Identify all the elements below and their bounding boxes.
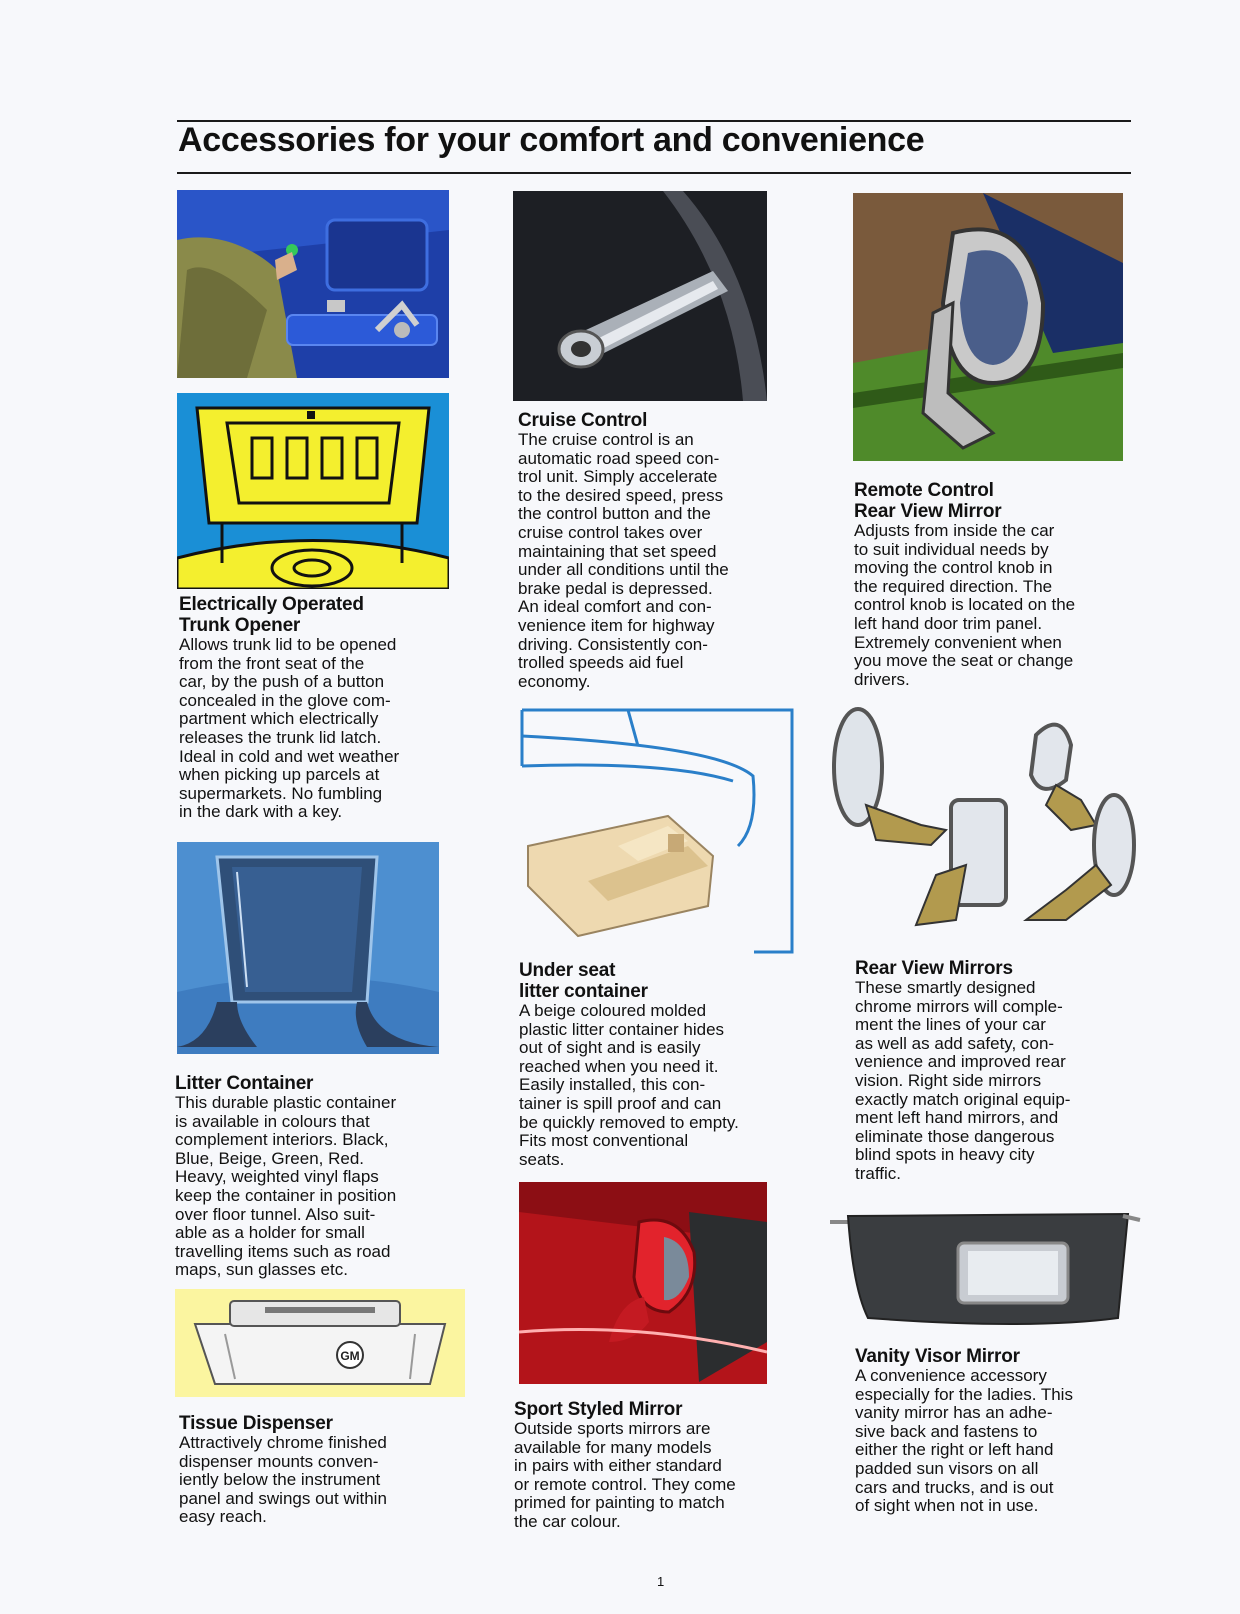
tissue-dispenser-block: [179, 1413, 459, 1527]
rear-view-mirrors-description: These smartly designed chrome mirrors will comple- ment the lines of your car as well as add safety, con- venience and improved rear vision. Right side mirrors exactly match original equip- ment left hand mirrors, and eliminate those dangerous blind spots in heavy city traffic.: [855, 978, 1071, 1183]
trunk-opener-block: [179, 594, 459, 822]
cruise-control-title: Cruise Control: [518, 410, 648, 431]
title-underline-rule: [177, 172, 1131, 174]
litter-container-description: This durable plastic container is available in colours that complement interiors. Black, Blue, Beige, Green, Red. Heavy, weighted vinyl flaps keep the container in position over floor tunnel. Also suit- able as a holder for small travelling items such as road maps, sun glasses etc.: [175, 1093, 397, 1280]
page-title: Accessories for your comfort and convenience: [178, 121, 925, 159]
tissue-dispenser-description: Attractively chrome finished dispenser mounts conven- iently below the instrument panel and swings out within easy reach.: [179, 1433, 387, 1527]
page-number: 1: [657, 1574, 665, 1589]
under-seat-container-illustration: [518, 706, 796, 956]
tissue-dispenser-title: Tissue Dispenser: [179, 1413, 333, 1434]
rear-view-mirrors-block: [855, 958, 1135, 1184]
remote-mirror-block: [854, 480, 1134, 689]
sport-mirror-photo: [519, 1182, 767, 1384]
rear-view-mirrors-title: Rear View Mirrors: [855, 958, 1013, 979]
litter-container-photo: [177, 842, 439, 1054]
under-seat-title: Under seat litter container: [519, 960, 648, 1002]
cruise-control-block: [518, 410, 798, 691]
remote-mirror-description: Adjusts from inside the car to suit individual needs by moving the control knob in the required direction. The control knob is located on the left hand door trim panel. Extremely convenient when you move the seat or change drivers.: [854, 521, 1076, 689]
under-seat-block: [519, 960, 799, 1169]
rear-view-mirrors-illustration: [826, 705, 1142, 943]
trunk-illustration: [177, 393, 449, 589]
vanity-mirror-block: [855, 1346, 1135, 1516]
sport-mirror-description: Outside sports mirrors are available for many models in pairs with either standard or remote control. They come primed for painting to match the car colour.: [514, 1419, 736, 1531]
tissue-dispenser-illustration: [175, 1289, 465, 1397]
vanity-mirror-description: A convenience accessory especially for the ladies. This vanity mirror has an adhe- sive back and fastens to either the right or left hand padded sun visors on all cars and trucks, and is out of sight when not in use.: [855, 1366, 1073, 1516]
remote-mirror-photo: [853, 193, 1123, 461]
vanity-visor-mirror-photo: [828, 1208, 1142, 1332]
sport-mirror-title: Sport Styled Mirror: [514, 1399, 683, 1420]
trunk-opener-title: Electrically Operated Trunk Opener: [179, 594, 364, 636]
sport-mirror-block: [514, 1399, 794, 1532]
gm-emblem: GM: [340, 1349, 360, 1363]
litter-container-block: [175, 1073, 455, 1280]
remote-mirror-title: Remote Control Rear View Mirror: [854, 480, 1002, 522]
litter-container-title: Litter Container: [175, 1073, 314, 1094]
cruise-control-description: The cruise control is an automatic road speed con- trol unit. Simply accelerate to the desired speed, press the control button and the cruise control takes over maintaining that set speed under all conditions until the brake pedal is depressed. An ideal comfort and con- venience item for highway driving. Consistently con- trolled speeds aid fuel economy.: [518, 430, 729, 691]
trunk-opener-description: Allows trunk lid to be opened from the front seat of the car, by the push of a button concealed in the glove com- partment which electrically releases the trunk lid latch. Ideal in cold and wet weather when picking up parcels at supermarkets. No fumbling in the dark with a key.: [179, 635, 400, 822]
under-seat-description: A beige coloured molded plastic litter container hides out of sight and is easily reached when you need it. Easily installed, this con- tainer is spill proof and can be quickly removed to empty. Fits most conventional seats.: [519, 1001, 739, 1169]
vanity-mirror-title: Vanity Visor Mirror: [855, 1346, 1020, 1367]
glovebox-button-photo: [177, 190, 449, 378]
cruise-control-photo: [513, 191, 767, 401]
